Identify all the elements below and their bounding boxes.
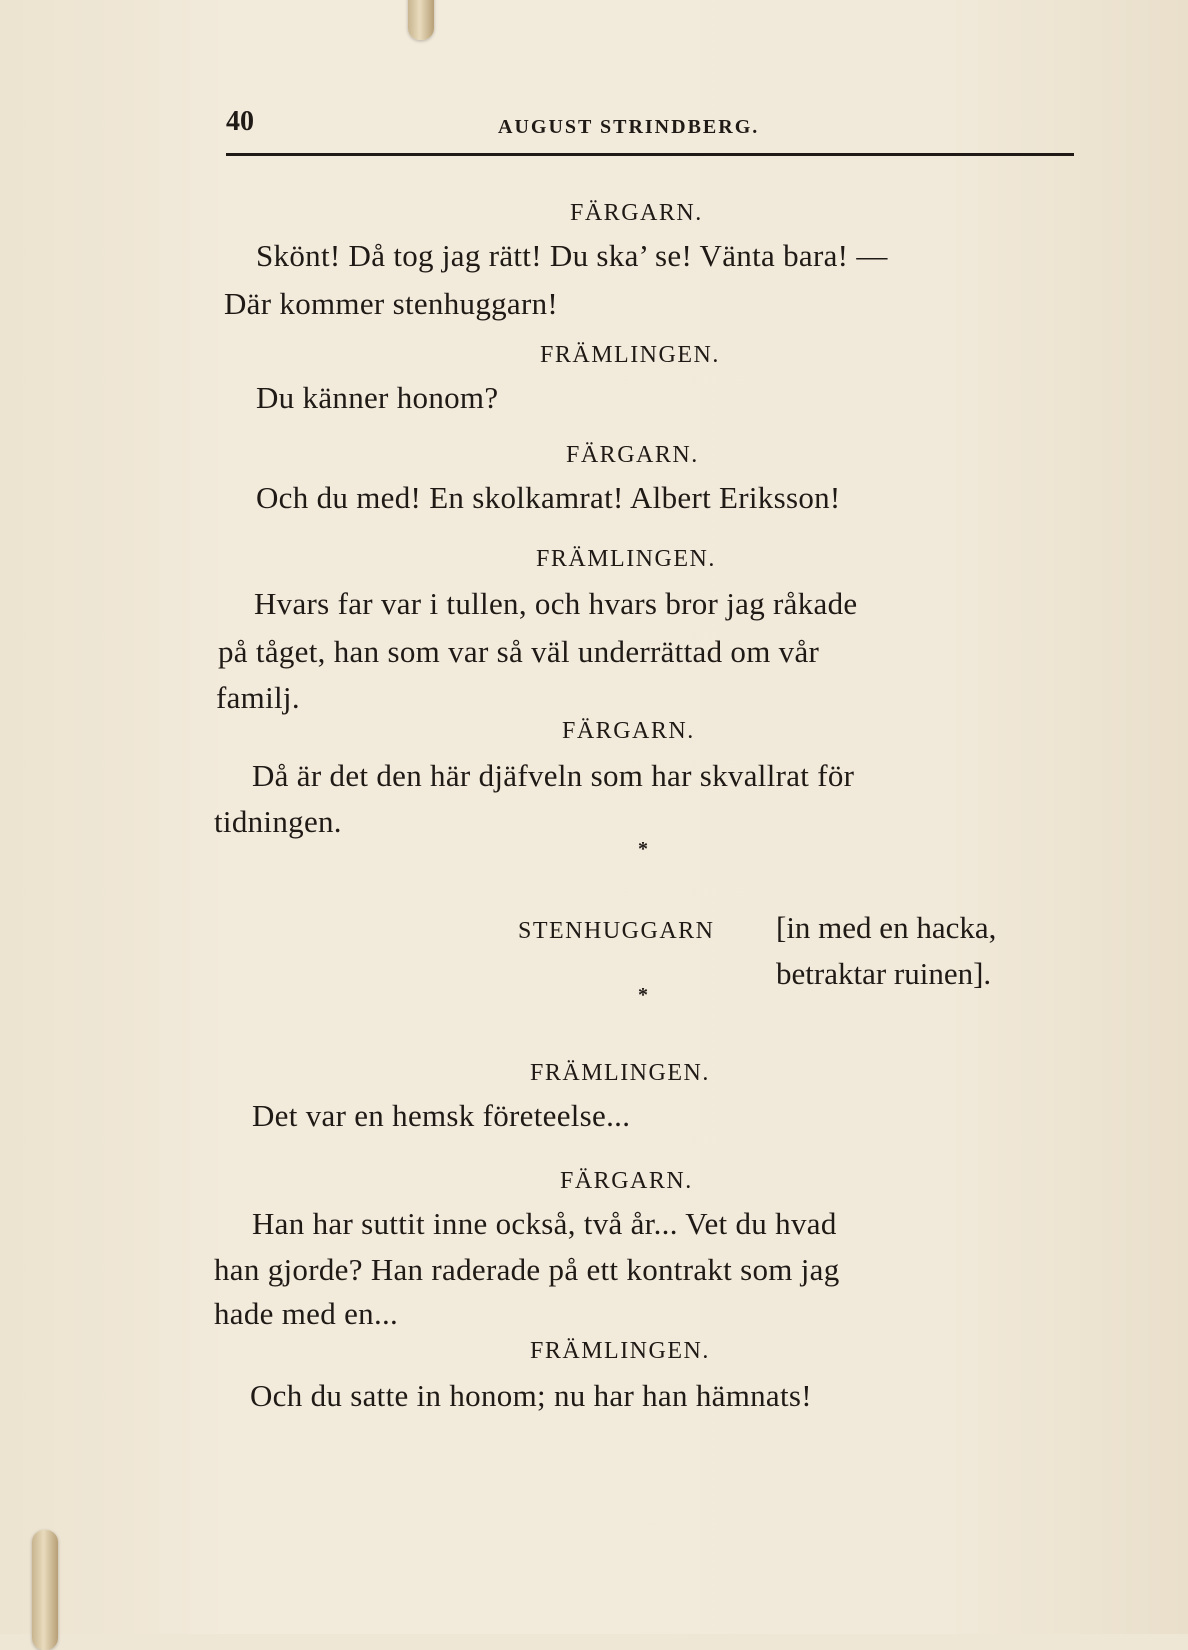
page-number: 40 [226,106,254,137]
speaker-name: FRÄMLINGEN. [536,546,716,572]
dialogue-line: Då är det den här djäfveln som har skvallrat för [252,758,855,793]
dialogue-line: Och du satte in honom; nu har han hämnats! [250,1378,812,1413]
dialogue-line: hade med en... [214,1296,399,1331]
speaker-name: FRÄMLINGEN. [530,1338,710,1364]
page-header [226,104,1074,144]
dialogue-line: Där kommer stenhuggarn! [224,286,559,321]
speaker-name: FÄRGARN. [566,442,699,468]
speaker-name: FÄRGARN. [562,718,695,744]
page-tab-top [408,0,434,40]
dialogue-line: Skönt! Då tog jag rätt! Du ska’ se! Vänta bara! — [256,238,888,273]
speaker-name: FRÄMLINGEN. [530,1060,710,1086]
stage-direction-line: betraktar ruinen]. [776,956,992,991]
dialogue-line: Du känner honom? [256,380,499,415]
running-head: AUGUST STRINDBERG. [498,116,760,138]
dialogue-line: tidningen. [214,804,342,839]
stage-speaker-name: STENHUGGARN [518,918,715,944]
header-rule [226,153,1074,156]
section-mark: * [638,984,648,1006]
dialogue-line: han gjorde? Han raderade på ett kontrakt som jag [214,1252,840,1287]
dialogue-line: Och du med! En skolkamrat! Albert Eriksson! [256,480,841,515]
stage-direction-line: [in med en hacka, [776,910,997,945]
speaker-name: FÄRGARN. [560,1168,693,1194]
dialogue-line: Det var en hemsk företeelse... [252,1098,631,1133]
section-mark: * [638,838,648,860]
speaker-name: FRÄMLINGEN. [540,342,720,368]
dialogue-line: Han har suttit inne också, två år... Vet du hvad [252,1206,837,1241]
dialogue-line: familj. [216,680,300,715]
page-tab-bottom [32,1530,58,1650]
dialogue-line: Hvars far var i tullen, och hvars bror jag råkade [254,586,858,621]
speaker-name: FÄRGARN. [570,200,703,226]
dialogue-line: på tåget, han som var så väl underrättad om vår [218,634,820,669]
